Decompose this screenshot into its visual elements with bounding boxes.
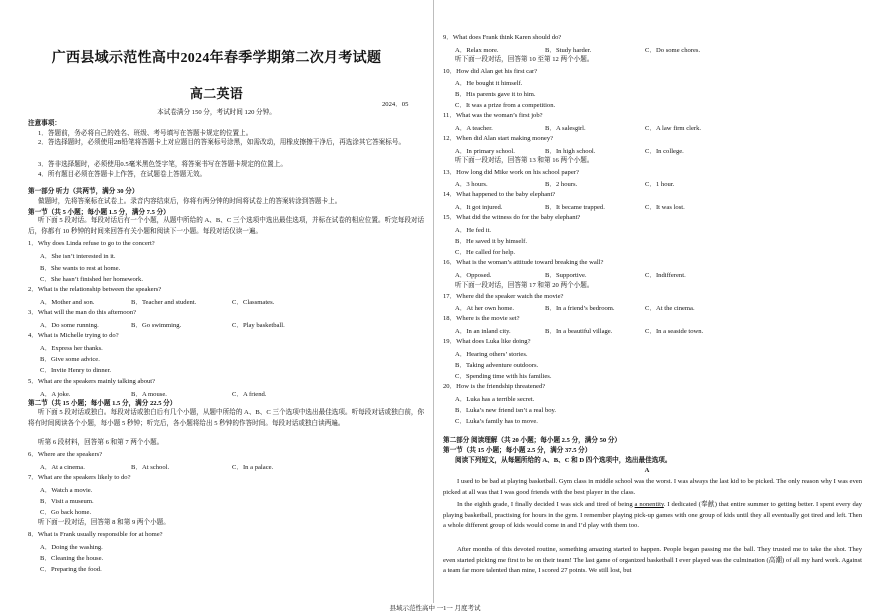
- sec1-instructions: 听下面 5 段对话。每段对话后有一个小题，从题中所给的 A、B、C 三个选项中选出最佳选项，并标在试卷的相应位置。听完每段对话后，你都有 10 秒钟的时间来回答有关小题和阅读下一小题。每段对话仅读一遍。: [28, 217, 425, 235]
- sec2-instructions: 听下面 5 段对话或独白。每段对话或独白后有几个小题，从题中所给的 A、B、C 三个选项中选出最佳选项。听每段对话或独白前，你将有时间阅读各个小题，每小题 5 秒钟；听完后，各小题将给出 5 秒钟的作答时间。每段对话或独白读两遍。: [28, 409, 425, 427]
- option-17c: C．At the cinema.: [645, 305, 695, 312]
- option-13b: B．2 hours.: [545, 181, 578, 188]
- left-column: [0, 0, 433, 600]
- option-13a: A．3 hours.: [455, 181, 488, 188]
- option-3c: C．Play basketball.: [232, 322, 285, 329]
- exam-date: 2024．05: [382, 101, 409, 108]
- option-3a: A．Do some running.: [40, 322, 99, 329]
- option-7a: A．Watch a movie.: [40, 487, 93, 494]
- option-18c: C．In a seaside town.: [645, 328, 704, 335]
- option-12a: A．In primary school.: [455, 148, 515, 155]
- notes-heading: 注意事项：: [28, 120, 61, 127]
- question-3: 3．What will the man do this afternoon?: [28, 309, 137, 316]
- question-8: 8．What is Frank usually responsible for at home?: [28, 531, 163, 538]
- option-16c: C．Indifferent.: [645, 272, 686, 279]
- option-8b: B．Cleaning the house.: [40, 555, 104, 562]
- note-item: 4．所有题目必须在答题卡上作答，在试题卷上答题无效。: [38, 171, 207, 178]
- subject-title: 高二英语: [189, 86, 244, 101]
- option-11a: A．A teacher.: [455, 125, 493, 132]
- option-10a: A．He bought it himself.: [455, 80, 523, 87]
- option-9c: C．Do some chores.: [645, 47, 701, 54]
- option-19c: C．Spending time with his families.: [455, 373, 552, 380]
- question-1: 1．Why does Linda refuse to go to the concert?: [28, 240, 155, 247]
- option-12b: B．In high school.: [545, 148, 596, 155]
- part2-sec1-instructions: 阅读下列短文，从每题所给的 A、B、C 和 D 四个选项中，选出最佳选项。: [455, 457, 672, 464]
- option-17a: A．At her own home.: [455, 305, 514, 312]
- option-17b: B．In a friend’s bedroom.: [545, 305, 615, 312]
- option-15b: B．He saved it by himself.: [455, 238, 527, 245]
- question-12: 12．When did Alan start making money?: [443, 135, 554, 142]
- page-footer: 县域示范性高中 一1一 月度考试: [389, 605, 481, 612]
- sec1-heading: 第一节（共 5 小题；每小题 1.5 分，满分 7.5 分）: [28, 209, 170, 216]
- option-15a: A．He fed it.: [455, 227, 492, 234]
- option-6b: B．At school.: [131, 464, 170, 471]
- question-10: 10．How did Alan get his first car?: [443, 68, 538, 75]
- option-12c: C．In college.: [645, 148, 684, 155]
- question-9: 9．What does Frank think Karen should do?: [443, 34, 562, 41]
- option-5c: C．A friend.: [232, 391, 267, 398]
- option-20c: C．Luka’s family has to move.: [455, 418, 538, 425]
- option-14b: B．It became trapped.: [545, 204, 605, 211]
- question-20: 20．How is the friendship threatened?: [443, 383, 546, 390]
- prompt-10-12: 听下面一段对话，回答第 10 至第 12 两个小题。: [455, 56, 594, 63]
- part1-heading: 第一部分 听力（共两节，满分 30 分）: [28, 188, 139, 195]
- question-18: 18．Where is the movie set?: [443, 315, 520, 322]
- prompt-17-20: 听下面一段对话，回答第 17 和第 20 两个小题。: [455, 282, 594, 289]
- note-item: 3．答非选择题时，必须使用0.5毫米黑色签字笔，将答案书写在答题卡规定的位置上。: [38, 161, 287, 168]
- option-6a: A．At a cinema.: [40, 464, 85, 471]
- option-4a: A．Express her thanks.: [40, 345, 103, 352]
- underlined-term: a nonentity: [634, 501, 664, 508]
- option-7c: C．Go back home.: [40, 509, 92, 516]
- question-17: 17．Where did the speaker watch the movie?: [443, 293, 564, 300]
- option-4c: C．Invite Henry to dinner.: [40, 367, 112, 374]
- exam-title: 广西县域示范性高中2024年春季学期第二次月考试题: [51, 51, 382, 66]
- prompt-6-7: 听第 6 段材料，回答第 6 和第 7 两个小题。: [38, 439, 164, 446]
- option-10c: C．It was a prize from a competition.: [455, 102, 556, 109]
- note-item: 1．答题前，务必将自己的姓名、班级、考号填写在答题卡规定的位置上。: [38, 130, 253, 137]
- option-2c: C．Classmates.: [232, 299, 275, 306]
- option-14a: A．It got injured.: [455, 204, 503, 211]
- option-16a: A．Opposed.: [455, 272, 492, 279]
- option-8a: A．Doing the washing.: [40, 544, 103, 551]
- prompt-13-16: 听下面一段对话，回答第 13 和第 16 两个小题。: [455, 157, 594, 164]
- passage-paragraph-2: [443, 500, 862, 532]
- question-19: 19．What does Luka like doing?: [443, 338, 531, 345]
- question-16: 16．What is the woman’s attitude toward breaking the wall?: [443, 259, 604, 266]
- right-column: [437, 0, 870, 600]
- option-8c: C．Preparing the food.: [40, 566, 102, 573]
- option-1a: A．She isn’t interested in it.: [40, 253, 116, 260]
- part1-intro: 做题时，先将答案标在试卷上。录音内容结束后，你将有两分钟的时间将试卷上的答案转涂到答题卡上。: [38, 198, 342, 205]
- question-4: 4．What is Michelle trying to do?: [28, 332, 119, 339]
- sec2-heading: 第二节（共 15 小题；每小题 1.5 分，满分 22.5 分）: [28, 400, 177, 407]
- option-20b: B．Luka’s new friend isn’t a real boy.: [455, 407, 557, 414]
- option-18b: B．In a beautiful village.: [545, 328, 613, 335]
- question-11: 11．What was the woman’s first job?: [443, 112, 543, 119]
- question-14: 14．What happened to the baby elephant?: [443, 191, 556, 198]
- option-5a: A．A joke.: [40, 391, 71, 398]
- option-11c: C．A law firm clerk.: [645, 125, 702, 132]
- option-15c: C．He called for help.: [455, 249, 516, 256]
- question-15: 15．What did the witness do for the baby elephant?: [443, 214, 581, 221]
- question-7: 7．What are the speakers likely to do?: [28, 474, 131, 481]
- option-20a: A．Luka has a terrible secret.: [455, 396, 535, 403]
- part2-heading: 第二部分 阅读理解（共 20 小题；每小题 2.5 分，满分 50 分）: [443, 437, 622, 444]
- option-7b: B．Visit a museum.: [40, 498, 94, 505]
- option-13c: C．1 hour.: [645, 181, 675, 188]
- option-4b: B．Give some advice.: [40, 356, 100, 363]
- passage-paragraph-1: I used to be bad at playing basketball. Gym class in middle school was the worst. I was always the last kid to be picked. The only reason why I was even picked at all was that I was good friends with the best player in the class.: [443, 478, 862, 496]
- option-9a: A．Relax more.: [455, 47, 499, 54]
- question-6: 6．Where are the speakers?: [28, 451, 103, 458]
- passage-label: A: [644, 467, 650, 474]
- option-19b: B．Taking adventure outdoors.: [455, 362, 539, 369]
- option-2a: A．Mother and son.: [40, 299, 95, 306]
- option-10b: B．His parents gave it to him.: [455, 91, 536, 98]
- option-9b: B．Study harder.: [545, 47, 592, 54]
- column-divider: [433, 0, 434, 603]
- passage-paragraph-3: After months of this devoted routine, something amazing started to happen. People began passing me the ball. They trusted me to take the shot. They even started picking me first to be on their team! The last game of organized basketball I ever played was the culmination (高潮) of all my hard work. Against a team far more talented than mine, I scored 27 points. We still lost, but: [443, 546, 862, 574]
- option-19a: A．Hearing others’ stories.: [455, 351, 528, 358]
- para2-part-b: . I dedicated (奉献) that entire summer to getting better. I spent every day playing basketball, practising for hours in the gym. I remember playing pick-up games with one group of kids until they all eventually got tired and left. Then a whole different group of kids would come in and I’d play with them too.: [443, 501, 862, 529]
- question-2: 2．What is the relationship between the speakers?: [28, 286, 162, 293]
- question-5: 5．What are the speakers mainly talking about?: [28, 378, 156, 385]
- option-18a: A．In an inland city.: [455, 328, 511, 335]
- option-14c: C．It was lost.: [645, 204, 685, 211]
- option-16b: B．Supportive.: [545, 272, 587, 279]
- option-1b: B．She wants to rest at home.: [40, 265, 121, 272]
- prompt-8-9: 听下面一段对话，回答第 8 和第 9 两个小题。: [38, 519, 170, 526]
- para2-part-a: In the eighth grade, I finally decided I was sick and tired of being: [457, 501, 635, 508]
- note-item: 2．答选择题时，必须使用2B铅笔将答题卡上对应题目的答案标号涂黑，如需改动，用橡皮擦擦干净后，再选涂其它答案标号。: [38, 139, 406, 146]
- option-2b: B．Teacher and student.: [131, 299, 197, 306]
- option-6c: C．In a palace.: [232, 464, 274, 471]
- option-5b: B．A mouse.: [131, 391, 167, 398]
- option-3b: B．Go swimming.: [131, 322, 182, 329]
- part2-sec1-heading: 第一节（共 15 小题；每小题 2.5 分，满分 37.5 分）: [443, 447, 592, 454]
- option-1c: C．She hasn’t finished her homework.: [40, 276, 143, 283]
- question-13: 13．How long did Mike work on his school paper?: [443, 169, 579, 176]
- exam-info: 本试卷满分 150 分，考试时间 120 分钟。: [157, 109, 276, 116]
- option-11b: B．A salesgirl.: [545, 125, 586, 132]
